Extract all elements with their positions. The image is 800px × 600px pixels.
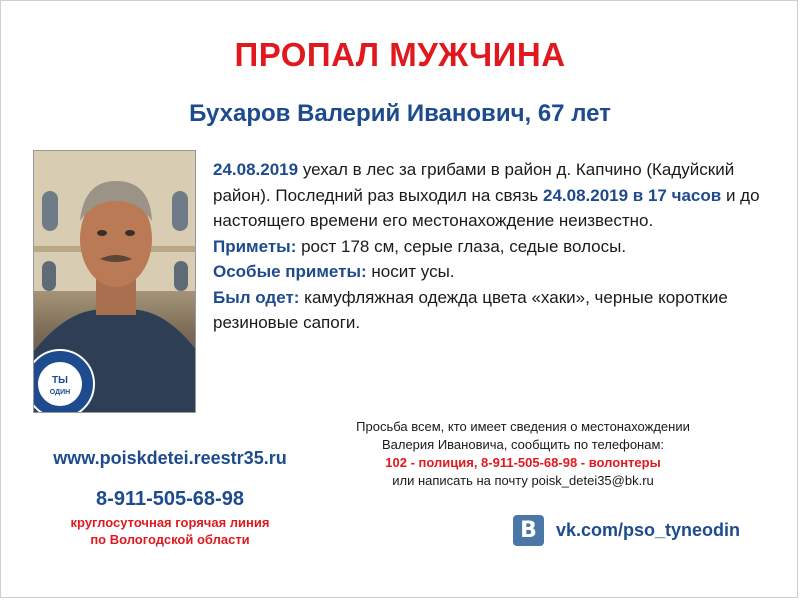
case-description (213, 157, 773, 336)
poster-title: ПРОПАЛ МУЖЧИНА (234, 36, 566, 73)
special-signs-label: Особые приметы: (213, 262, 367, 281)
hotline-line-2: по Вологодской области (90, 532, 250, 547)
request-phones: 102 - полиция, 8-911-505-68-98 - волонтеры (385, 455, 661, 470)
hotline-line-1: круглосуточная горячая линия (70, 515, 270, 530)
vk-link[interactable]: vk.com/pso_tyneodin (556, 519, 741, 540)
disappearance-date: 24.08.2019 (213, 160, 299, 179)
tyneodin-logo (33, 348, 96, 413)
contact-request (318, 418, 728, 490)
request-line-2: Валерия Ивановича, сообщить по телефонам: (381, 437, 665, 452)
last-contact-time: 24.08.2019 в 17 часов (542, 185, 722, 205)
hotline-phone[interactable]: 8-911-505-68-98 (96, 488, 244, 510)
request-email: или написать на почту poisk_detei35@bk.ru (392, 473, 654, 488)
hotline-description (0, 514, 340, 548)
website-link[interactable]: www.poiskdetei.reestr35.ru (53, 448, 287, 468)
missing-person-name: Бухаров Валерий Иванович, 67 лет (189, 100, 611, 127)
svg-text:ОДИН: ОДИН (49, 389, 71, 396)
signs-label: Приметы: (213, 236, 297, 256)
description-text-2: и до настоящего времени его местонахождение неизвестно. (213, 185, 760, 230)
vk-icon: B (513, 515, 544, 546)
svg-text:ТЫ: ТЫ (52, 375, 68, 386)
request-line-1: Просьба всем, кто имеет сведения о местонахождении (356, 419, 690, 434)
vk-contact[interactable] (513, 514, 740, 546)
signs-text: рост 178 см, серые глаза, седые волосы. (296, 236, 627, 256)
clothes-label: Был одет: (213, 287, 300, 307)
missing-person-photo (33, 150, 196, 413)
clothes-text: камуфляжная одежда цвета «хаки», черные короткие резиновые сапоги. (213, 287, 728, 332)
special-signs-text: носит усы. (366, 262, 455, 281)
description-text-1: уехал в лес за грибами в район д. Капчино (Кадуйский район). Последний раз выходил на связь (213, 160, 735, 205)
